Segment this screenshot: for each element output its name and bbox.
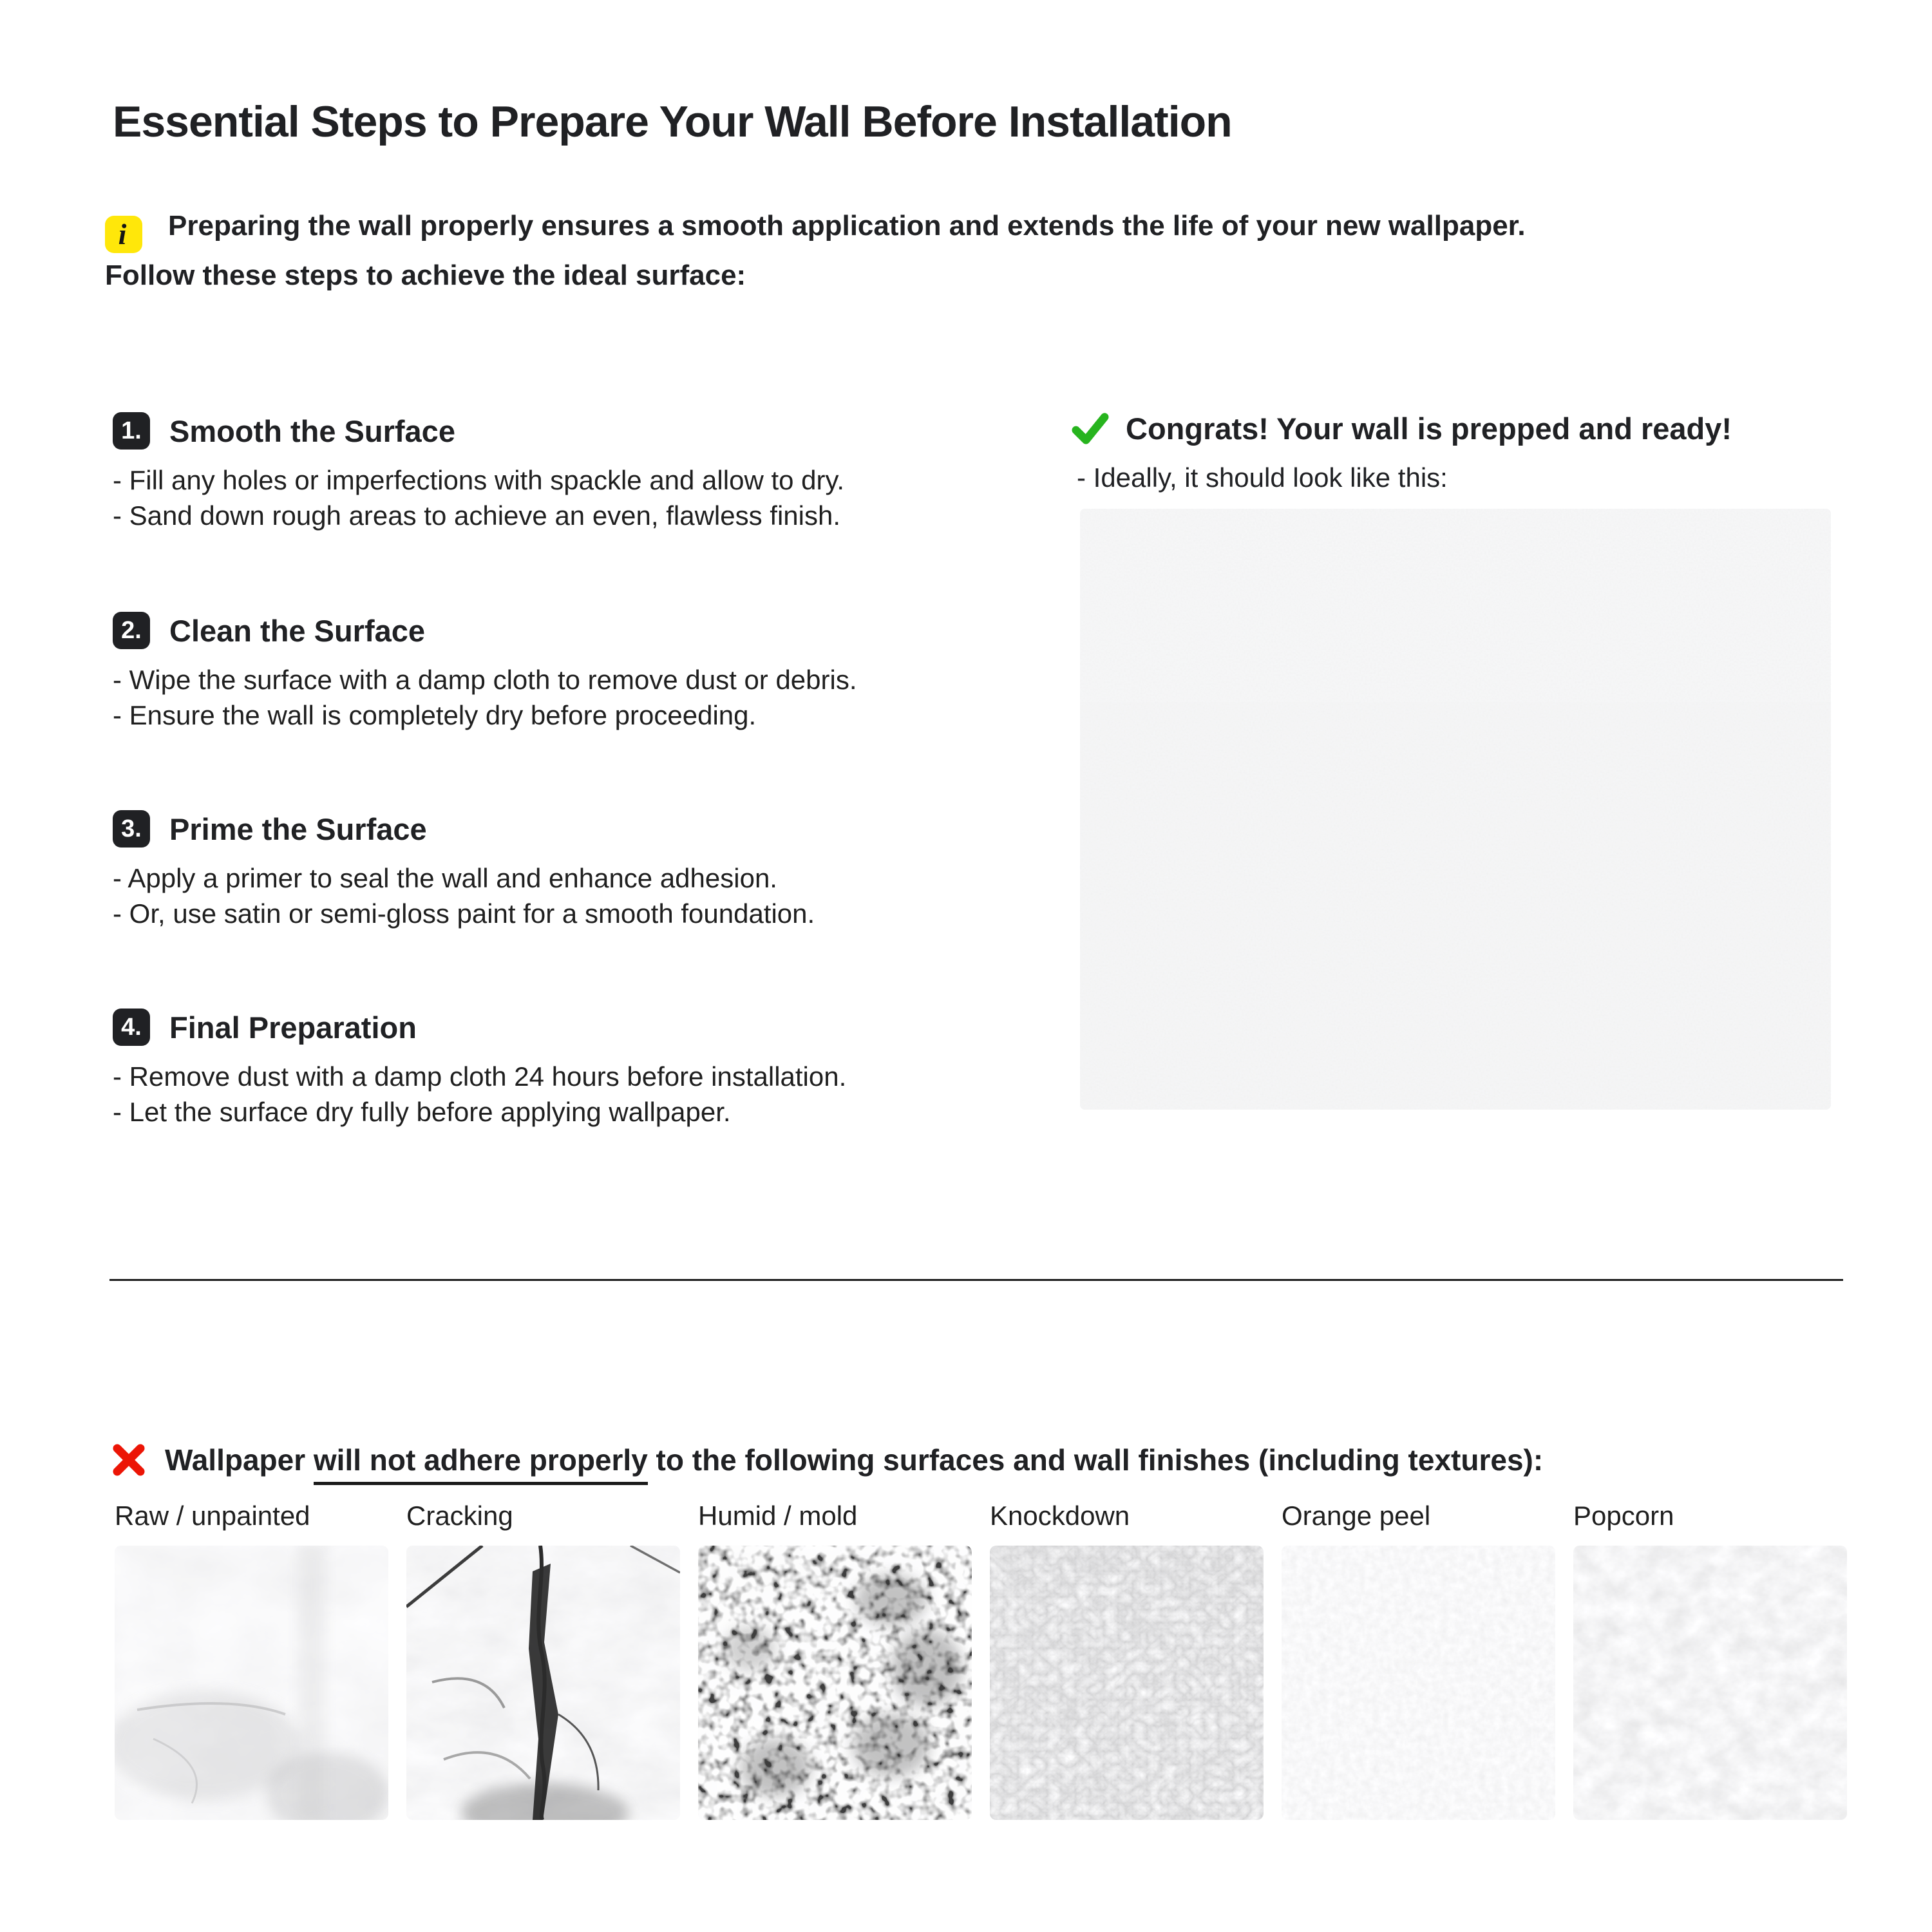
surface-card: [1573, 1501, 1847, 1820]
step-title: Final Preparation: [169, 1010, 417, 1045]
success-title: Congrats! Your wall is prepped and ready!: [1126, 411, 1732, 446]
step-3: [113, 810, 1053, 931]
knockdown-texture-image: [990, 1546, 1264, 1820]
step-title: Prime the Surface: [169, 811, 427, 846]
surface-label: Humid / mold: [698, 1501, 858, 1531]
intro-line-1: Preparing the wall properly ensures a smooth application and extends the life of your new wallpaper.: [168, 210, 1526, 242]
step-1: [113, 412, 1053, 533]
surface-label: Popcorn: [1573, 1501, 1674, 1531]
step-bullet: - Let the surface dry fully before applying wallpaper.: [113, 1097, 731, 1127]
step-number-badge: 3.: [113, 810, 150, 848]
step-number-badge: 2.: [113, 612, 150, 649]
x-icon: [111, 1442, 147, 1478]
surface-label: Raw / unpainted: [115, 1501, 310, 1531]
warning-heading: [111, 1440, 1920, 1480]
step-number-badge: 4.: [113, 1009, 150, 1046]
warning-text-suffix: to the following surfaces and wall finishes (including textures):: [647, 1443, 1544, 1477]
step-bullet: - Apply a primer to seal the wall and enhance adhesion.: [113, 863, 777, 893]
step-bullet: - Wipe the surface with a damp cloth to remove dust or debris.: [113, 665, 857, 695]
surface-card: [990, 1501, 1264, 1820]
cracking-texture-image: [406, 1546, 680, 1820]
step-number-badge: 1.: [113, 412, 150, 450]
bad-surfaces-row: [115, 1501, 1847, 1820]
surface-label: Cracking: [406, 1501, 513, 1531]
humid-mold-texture-image: [698, 1546, 972, 1820]
intro-line-2: Follow these steps to achieve the ideal surface:: [105, 260, 746, 291]
step-bullet: - Remove dust with a damp cloth 24 hours before installation.: [113, 1061, 847, 1092]
step-bullet: - Fill any holes or imperfections with spackle and allow to dry.: [113, 465, 845, 495]
step-4: [113, 1009, 1053, 1130]
step-bullet: - Sand down rough areas to achieve an even, flawless finish.: [113, 500, 841, 531]
step-bullet: - Or, use satin or semi-gloss paint for a smooth foundation.: [113, 898, 815, 929]
success-heading: [1072, 410, 1883, 447]
step-2: [113, 612, 1053, 733]
check-icon: [1072, 410, 1109, 447]
surface-card: [698, 1501, 972, 1820]
prepped-wall-image: [1080, 509, 1831, 1110]
info-icon: i: [105, 216, 142, 253]
page-title: Essential Steps to Prepare Your Wall Before Installation: [113, 97, 1232, 146]
step-title: Clean the Surface: [169, 613, 426, 648]
surface-label: Knockdown: [990, 1501, 1130, 1531]
success-note: - Ideally, it should look like this:: [1077, 462, 1448, 493]
step-title: Smooth the Surface: [169, 413, 455, 448]
raw-unpainted-texture-image: [115, 1546, 388, 1820]
section-divider: [109, 1279, 1843, 1281]
surface-card: [406, 1501, 680, 1820]
surface-card: [1282, 1501, 1555, 1820]
warning-text-prefix: Wallpaper: [165, 1443, 314, 1477]
surface-label: Orange peel: [1282, 1501, 1431, 1531]
warning-underlined-text: will not adhere properly: [314, 1443, 648, 1485]
popcorn-texture-image: [1573, 1546, 1847, 1820]
orange-peel-texture-image: [1282, 1546, 1555, 1820]
intro-note: [105, 204, 1870, 298]
warning-title: [165, 1440, 1543, 1480]
surface-card: [115, 1501, 388, 1820]
step-bullet: - Ensure the wall is completely dry before proceeding.: [113, 700, 757, 730]
